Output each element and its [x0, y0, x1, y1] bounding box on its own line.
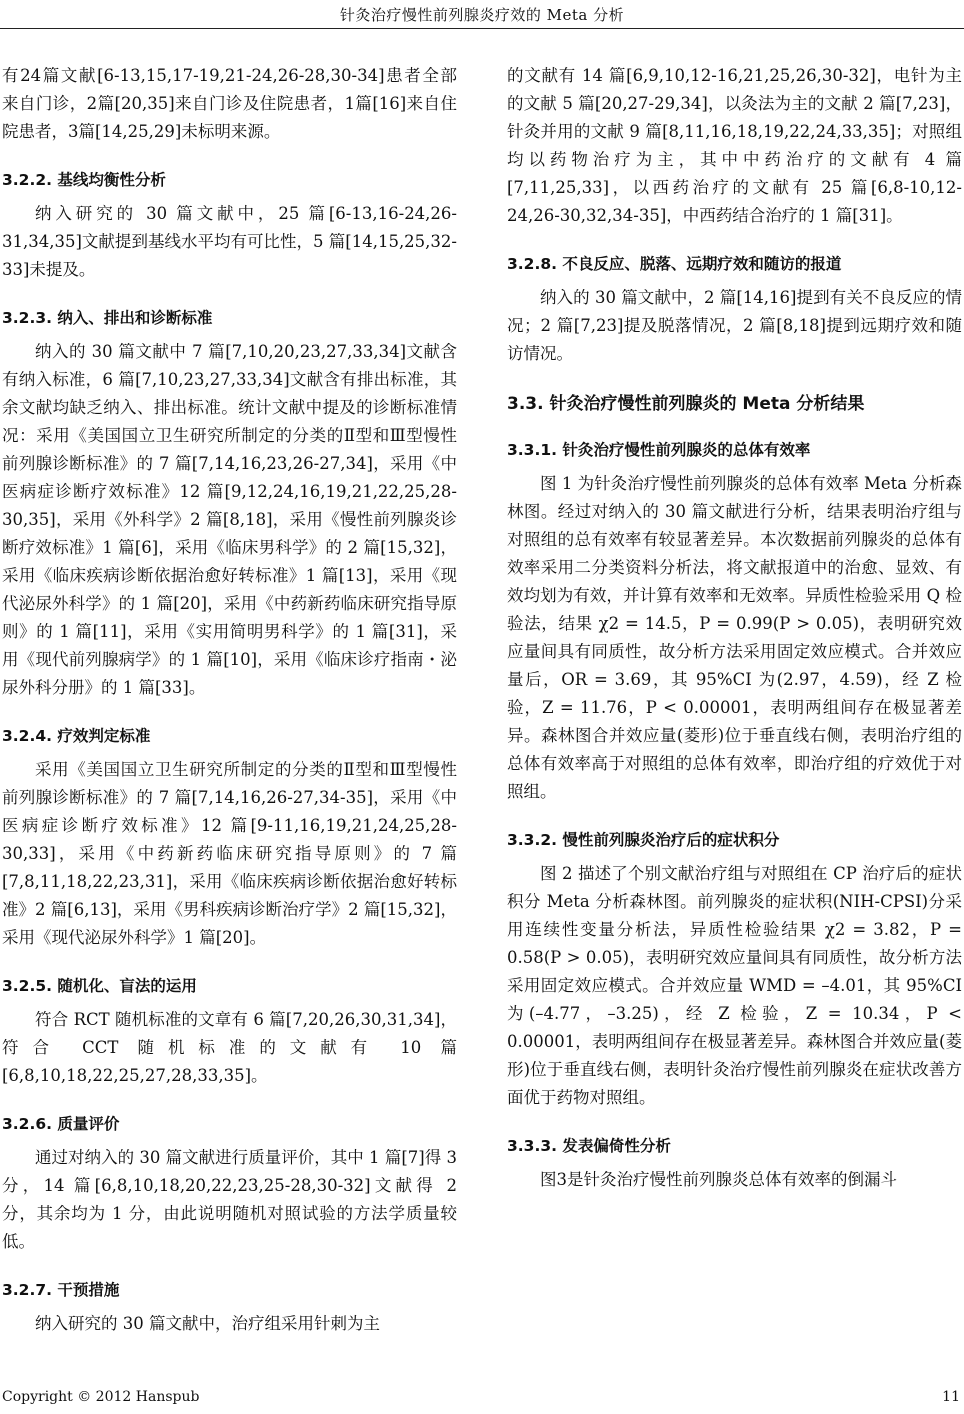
paragraph: 符合 RCT 随机标准的文章有 6 篇[7,20,26,30,31,34]，符合 CCT 随机标准的文献有 10 篇[6,8,10,18,22,25,27,28,33,35]。 [2, 1010, 457, 1085]
paragraph: 纳入的 30 篇文献中 7 篇[7,10,20,23,27,33,34]文献含有纳入标准，6 篇[7,10,23,27,33,34]文献含有排出标准，其余文献均缺乏纳入、排出标准。统计文献中提及的诊断标准情况：采用《美国国立卫生研究所制定的分类的Ⅱ型和Ⅲ型慢性前列腺诊断标准》的 7 篇[7,14,16,23,26-27,34]，采用《中医病症诊断疗效标准》12 篇[9,12,24,16,19,21,22,25,28-30,35]，采用《外科学》2 篇[8,18]，采用《慢性前列腺炎诊断疗效标准》1 篇[6]，采用《临床男科学》的 2 篇[15,32]，采用《临床疾病诊断依据治愈好转标准》1 篇[13]，采用《现代泌尿外科学》的 1 篇[20]，采用《中药新药临床研究指导原则》的 1 篇[11]，采用《实用简明男科学》的 1 篇[31]，采用《现代前列腺病学》的 1 篇[10]，采用《临床诊疗指南・泌尿外科分册》的 1 篇[33]。 [2, 342, 457, 697]
section-heading: 3.2.8. 不良反应、脱落、远期疗效和随访的报道 [507, 255, 842, 273]
paragraph: 采用《美国国立卫生研究所制定的分类的Ⅱ型和Ⅲ型慢性前列腺诊断标准》的 7 篇[7,14,16,26-27,34-35]，采用《中医病症诊断疗效标准》12 篇[9-11,16,19,21,24,25,28-30,33]，采用《中药新药临床研究指导原则》的 7 篇[7,8,11,18,22,23,31]，采用《临床疾病诊断依据治愈好转标准》2 篇[6,13]，采用《男科疾病诊断治疗学》2 篇[15,32]，采用《现代泌尿外科学》1 篇[20]。 [2, 760, 457, 947]
page-footer [0, 1389, 964, 1411]
section-heading: 3.3. 针灸治疗慢性前列腺炎的 Meta 分析结果 [507, 394, 865, 414]
section-heading: 3.2.6. 质量评价 [2, 1115, 120, 1133]
section-heading: 3.2.3. 纳入、排出和诊断标准 [2, 309, 213, 327]
section-heading: 3.2.7. 干预措施 [2, 1281, 120, 1299]
paragraph: 图 2 描述了个别文献治疗组与对照组在 CP 治疗后的症状积分 Meta 分析森林图。前列腺炎的症状积(NIH-CPSI)分采用连续性变量分析法，异质性检验结果 χ2 = 3.82，P = 0.58(P > 0.05)，表明研究效应量间具有同质性，故分析方法采用固定效应模式。合并效应量 WMD = –4.01，其 95%CI 为(–4.77，–3.25)，经 Z 检验，Z = 10.34，P < 0.00001，表明两组间存在极显著差异。森林图合并效应量(菱形)位于垂直线右侧，表明针灸治疗慢性前列腺炎在症状改善方面优于药物对照组。 [507, 864, 962, 1107]
section-heading: 3.2.5. 随机化、盲法的运用 [2, 977, 197, 995]
paragraph: 纳入研究的 30 篇文献中，治疗组采用针刺为主 [35, 1314, 380, 1333]
section-heading: 3.3.3. 发表偏倚性分析 [507, 1137, 671, 1155]
paragraph: 图3是针灸治疗慢性前列腺炎总体有效率的倒漏斗 [540, 1170, 897, 1189]
paragraph: 有24篇文献[6-13,15,17-19,21-24,26-28,30-34]患者全部来自门诊，2篇[20,35]来自门诊及住院患者，1篇[16]来自住院患者，3篇[14,25,29]未标明来源。 [2, 66, 457, 141]
section-heading: 3.2.4. 疗效判定标准 [2, 727, 151, 745]
paragraph: 纳入研究的 30 篇文献中，25 篇[6-13,16-24,26-31,34,35]文献提到基线水平均有可比性，5 篇[14,15,25,32-33]未提及。 [2, 204, 457, 279]
paragraph: 图 1 为针灸治疗慢性前列腺炎的总体有效率 Meta 分析森林图。经过对纳入的 30 篇文献进行分析，结果表明治疗组与对照组的总有效率有较显著差异。本次数据前列腺炎的总体有效率采用二分类资料分析法，将文献报道中的治愈、显效、有效均划为有效，并计算有效率和无效率。异质性检验采用 Q 检验法，结果 χ2 = 14.5，P = 0.99(P > 0.05)，表明研究效应量间具有同质性，故分析方法采用固定效应模式。合并效应量后，OR = 3.69，其 95%CI 为(2.97，4.59)，经 Z 检验，Z = 11.76，P < 0.00001，表明两组间存在极显著差异。森林图合并效应量(菱形)位于垂直线右侧，表明治疗组的总体有效率高于对照组的总体有效率，即治疗组的疗效优于对照组。 [507, 474, 962, 801]
running-header: 针灸治疗慢性前列腺炎疗效的 Meta 分析 [339, 6, 625, 24]
paragraph: 的文献有 14 篇[6,9,10,12-16,21,25,26,30-32]，电针为主的文献 5 篇[20,27-29,34]，以灸法为主的文献 2 篇[7,23]，针灸并用的文献 9 篇[8,11,16,18,19,22,24,33,35]；对照组均以药物治疗为主，其中中药治疗的文献有 4 篇[7,11,25,33]，以西药治疗的文献有 25 篇[6,8-10,12-24,26-30,32,34-35]，中西药结合治疗的 1 篇[31]。 [507, 66, 962, 225]
right-column [507, 62, 962, 1198]
header-rule [0, 28, 964, 29]
paragraph: 通过对纳入的 30 篇文献进行质量评价，其中 1 篇[7]得 3 分，14 篇[6,8,10,18,20,22,23,25-28,30-32]文献得 2 分，其余均为 1 分，由此说明随机对照试验的方法学质量较低。 [2, 1148, 457, 1251]
section-heading: 3.3.1. 针灸治疗慢性前列腺炎的总体有效率 [507, 441, 811, 459]
copyright-notice: Copyright © 2012 Hanspub [2, 1389, 200, 1405]
page-number: 11 [942, 1389, 960, 1405]
left-column [2, 62, 457, 1342]
section-heading: 3.2.2. 基线均衡性分析 [2, 171, 166, 189]
paragraph: 纳入的 30 篇文献中，2 篇[14,16]提到有关不良反应的情况；2 篇[7,23]提及脱落情况，2 篇[8,18]提到远期疗效和随访情况。 [507, 288, 962, 363]
section-heading: 3.3.2. 慢性前列腺炎治疗后的症状积分 [507, 831, 780, 849]
